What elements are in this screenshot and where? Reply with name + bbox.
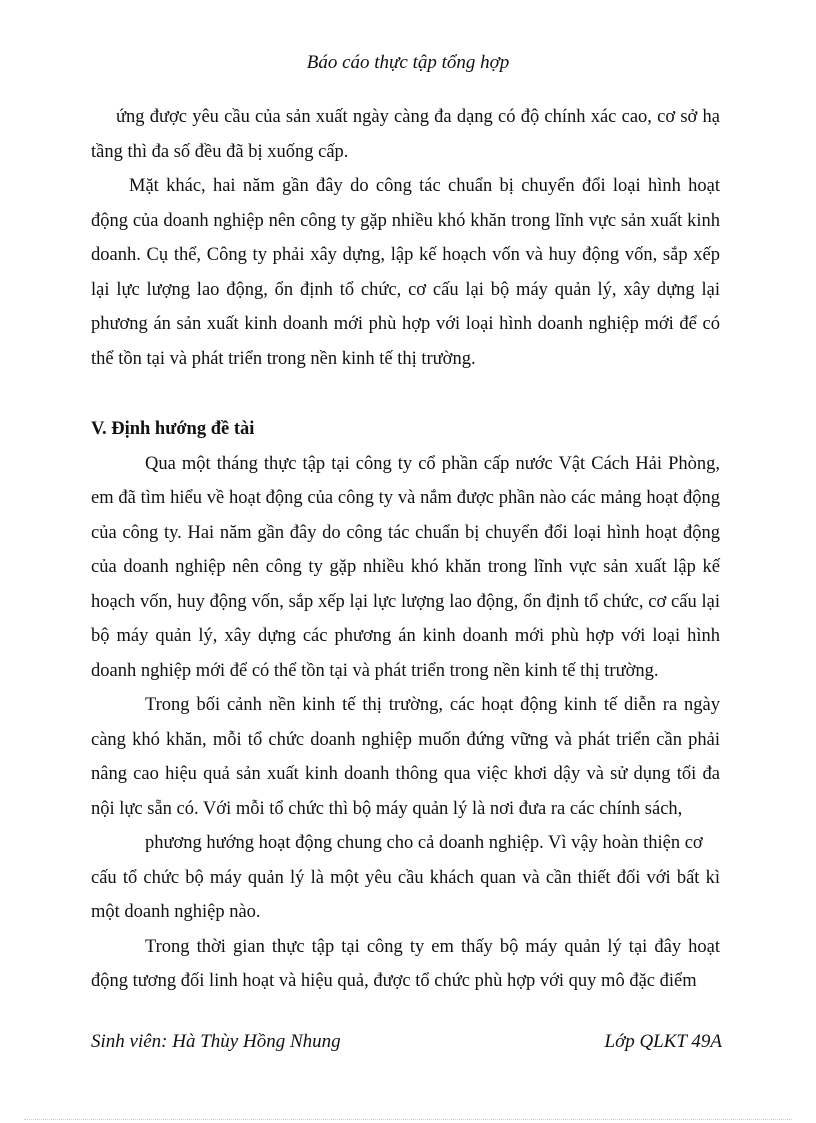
footer-class: Lớp QLKT 49A <box>604 1031 722 1052</box>
page-bottom-divider <box>24 1119 792 1120</box>
paragraph-direction-line: phương hướng hoạt động chung cho cả doanh nghiệp. Vì vậy hoàn thiện cơ <box>145 833 703 853</box>
paragraph-direction-rest: cấu tổ chức bộ máy quản lý là một yêu cầu khách quan và cần thiết đối với bất kì một doanh nghiệp nào. <box>91 867 720 922</box>
footer-student-name: Sinh viên: Hà Thùy Hồng Nhung <box>91 1031 341 1052</box>
document-body <box>91 100 720 999</box>
paragraph-internship: Qua một tháng thực tập tại công ty cổ phần cấp nước Vật Cách Hải Phòng, em đã tìm hiểu về hoạt động của công ty và nắm được phần nào các mảng hoạt động của công ty. Hai năm gần đây do công tác chuẩn bị chuyển đổi loại hình hoạt động của doanh nghiệp nên công ty gặp nhiều khó khăn trong lĩnh vực sản xuất lập kế hoạch vốn, huy động vốn, sắp xếp lại lực lượng lao động, ổn định tổ chức, cơ cấu lại bộ máy quản lý, xây dựng các phương án kinh doanh mới phù hợp với loại hình doanh nghiệp mới để có thể tồn tại và phát triển trong nền kinh tế thị trường. <box>91 453 720 681</box>
paragraph-observation: Trong thời gian thực tập tại công ty em thấy bộ máy quản lý tại đây hoạt động tương đối linh hoạt và hiệu quả, được tổ chức phù hợp với quy mô đặc điểm <box>91 936 720 991</box>
section-heading: V. Định hướng đề tài <box>91 419 255 439</box>
paragraph-context: Trong bối cảnh nền kinh tế thị trường, các hoạt động kinh tế diễn ra ngày càng khó khăn, mỗi tổ chức doanh nghiệp muốn đứng vững và phát triển cần phải nâng cao hiệu quả sản xuất kinh doanh thông qua việc khơi dậy và sử dụng tối đa nội lực sẵn có. Với mỗi tổ chức thì bộ máy quản lý là nơi đưa ra các chính sách, <box>91 695 720 819</box>
paragraph-other-side: Mặt khác, hai năm gần đây do công tác chuẩn bị chuyển đổi loại hình hoạt động của doanh nghiệp nên công ty gặp nhiều khó khăn trong lĩnh vực sản xuất kinh doanh. Cụ thể, Công ty phải xây dựng, lập kế hoạch vốn và huy động vốn, sắp xếp lại lực lượng lao động, ổn định tổ chức, cơ cấu lại bộ máy quản lý, xây dựng lại phương án sản xuất kinh doanh mới phù hợp với loại hình doanh nghiệp mới để có thể tồn tại và phát triển trong nền kinh tế thị trường. <box>91 176 720 369</box>
page-header-title: Báo cáo thực tập tổng hợp <box>306 52 510 73</box>
paragraph-continuation: ứng được yêu cầu của sản xuất ngày càng đa dạng có độ chính xác cao, cơ sở hạ tầng thì đa số đều đã bị xuống cấp. <box>91 107 720 162</box>
